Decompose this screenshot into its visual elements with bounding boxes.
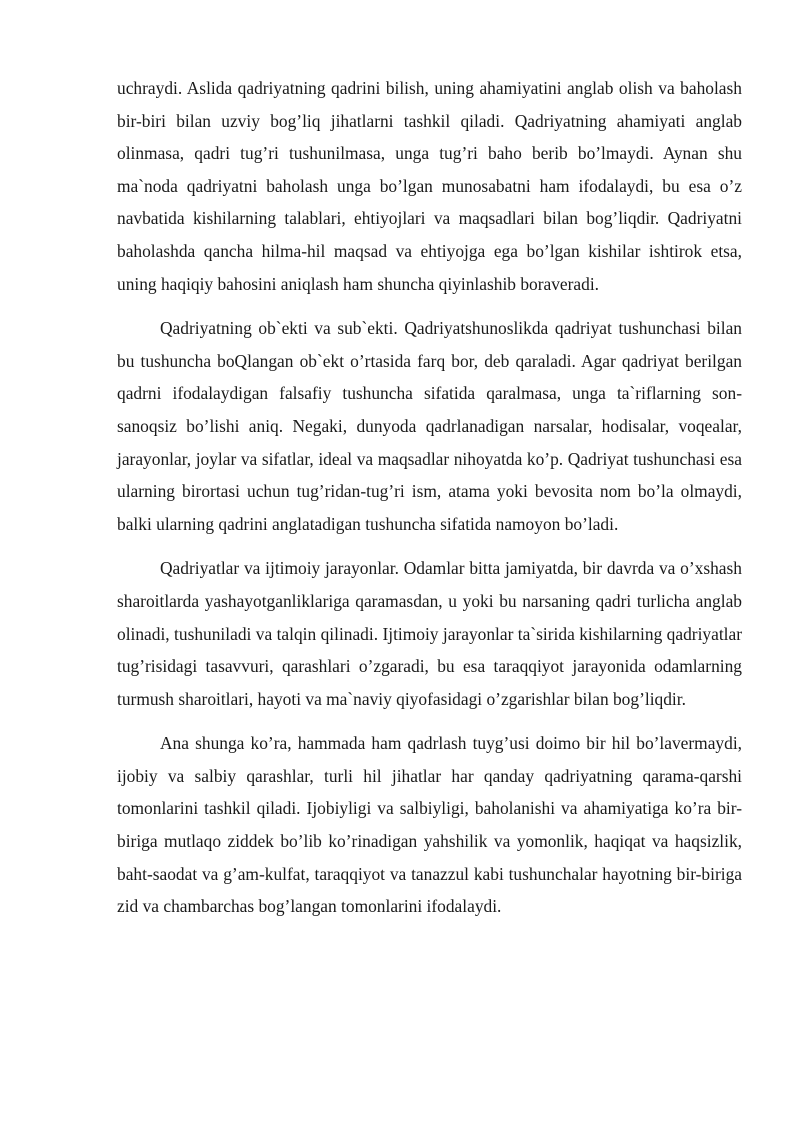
paragraph-object-subject: Qadriyatning ob`ekti va sub`ekti. Qadriyatshunoslikda qadriyat tushunchasi bilan bu tushuncha boQlangan ob`ekt o’rtasida farq bor, deb qaraladi. Agar qadriyat berilgan qadrni ifodalaydigan falsafiy tushuncha sifatida qaralmasa, unga ta`riflarning son-sanoqsiz bo’lishi aniq. Negaki, dunyoda qadrlanadigan narsalar, hodisalar, voqealar, jarayonlar, joylar va sifatlar, ideal va maqsadlar nihoyatda ko’p. Qadriyat tushunchasi esa ularning birortasi uchun tug’ridan-tug’ri ism, atama yoki bevosita nom bo’la olmaydi, balki ularning qadrini anglatadigan tushuncha sifatida namoyon bo’ladi.	[117, 318, 742, 534]
paragraph-contrasting-views: Ana shunga ko’ra, hammada ham qadrlash tuyg’usi doimo bir hil bo’lavermaydi, ijobiy va salbiy qarashlar, turli hil jihatlar har qanday qadriyatning qarama-qarshi tomonlarini tashkil qiladi. Ijobiyligi va salbiyligi, baholanishi va ahamiyatiga ko’ra bir-biriga mutlaqo ziddek bo’lib ko’rinadigan yahshilik va yomonlik, haqiqat va haqsizlik, baht-saodat va g’am-kulfat, taraqqiyot va tanazzul kabi tushunchalar hayotning bir-biriga zid va chambarchas bog’langan tomonlarini ifodalaydi.	[117, 733, 742, 917]
document-page	[117, 72, 742, 935]
paragraph-continuation: uchraydi. Aslida qadriyatning qadrini bilish, uning ahamiyatini anglab olish va baholash bir-biri bilan uzviy bog’liq jihatlarni tashkil qiladi. Qadriyatning ahamiyati anglab olinmasa, qadri tug’ri tushunilmasa, unga tug’ri baho berib bo’lmaydi. Aynan shu ma`noda qadriyatni baholash unga bo’lgan munosabatni ham ifodalaydi, bu esa o’z navbatida kishilarning talablari, ehtiyojlari va maqsadlari bilan bog’liqdir. Qadriyatni baholashda qancha hilma-hil maqsad va ehtiyojga ega bo’lgan kishilar ishtirok etsa, uning haqiqiy bahosini aniqlash ham shuncha qiyinlashib boraveradi.	[117, 78, 742, 294]
paragraph-social-processes: Qadriyatlar va ijtimoiy jarayonlar. Odamlar bitta jamiyatda, bir davrda va o’xshash sharoitlarda yashayotganliklariga qaramasdan, u yoki bu narsaning qadri turlicha anglab olinadi, tushuniladi va talqin qilinadi. Ijtimoiy jarayonlar ta`sirida kishilarning qadriyatlar tug’risidagi tasavvuri, qarashlari o’zgaradi, bu esa taraqqiyot jarayonida odamlarning turmush sharoitlari, hayoti va ma`naviy qiyofasidagi o’zgarishlar bilan bog’liqdir.	[117, 558, 742, 709]
